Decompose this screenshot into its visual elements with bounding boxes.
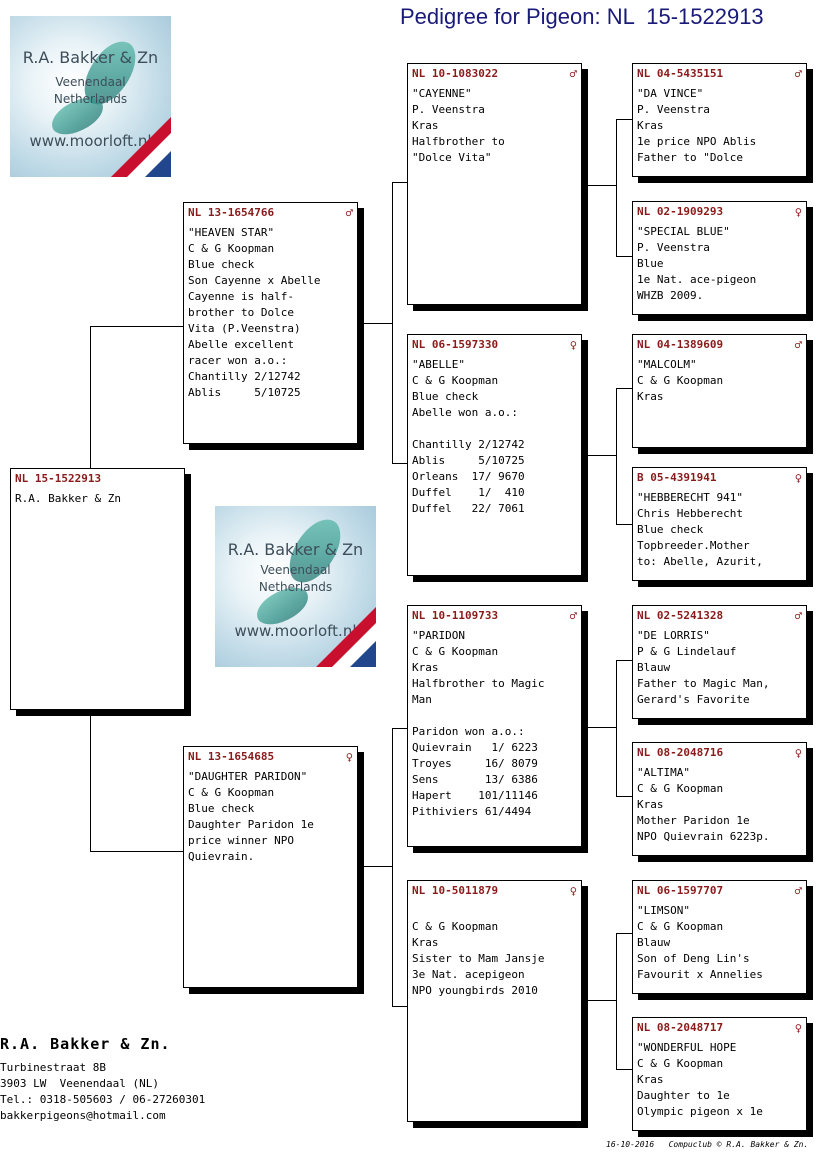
logo-name: R.A. Bakker & Zn <box>227 540 364 559</box>
pigeon-detail-line: Son of Deng Lin's <box>637 952 750 965</box>
pigeon-detail-line: Pithiviers 61/4494 <box>412 805 532 818</box>
pigeon-detail-line: Abelle excellent <box>188 338 294 351</box>
pigeon-detail-line: Quievrain. <box>188 850 255 863</box>
male-icon: ♂ <box>794 67 802 81</box>
pigeon-detail-line: Duffel 1/ 410 <box>412 486 525 499</box>
ring-number: NL 04-1389609 <box>637 338 724 351</box>
pigeon-detail-line: Sens 13/ 6386 <box>412 773 538 786</box>
ring-number: NL 08-2048717 <box>637 1021 724 1034</box>
logo-website: www.moorloft.nl <box>234 622 357 640</box>
female-icon: ♀ <box>794 1021 802 1035</box>
pigeon-detail-line: C & G Koopman <box>412 920 499 933</box>
pigeon-detail-line: C & G Koopman <box>188 786 275 799</box>
pigeon-detail-line: "ALTIMA" <box>637 766 690 779</box>
logo-name: R.A. Bakker & Zn <box>22 48 159 67</box>
logo-country: Netherlands <box>258 580 333 594</box>
ring-number: B 05-4391941 <box>637 471 717 484</box>
pigeon-detail-line: Abelle won a.o.: <box>412 406 518 419</box>
pigeon-detail-line: Kras <box>637 1073 664 1086</box>
pigeon-detail-line: Ablis 5/10725 <box>188 386 301 399</box>
pigeon-detail-line: Sister to Mam Jansje <box>412 952 545 965</box>
female-icon: ♀ <box>794 205 802 219</box>
pigeon-card-sire[interactable] <box>183 202 358 444</box>
female-icon: ♀ <box>569 884 577 898</box>
male-icon: ♂ <box>569 609 577 623</box>
pigeon-card-ggp-3[interactable] <box>632 334 807 448</box>
pigeon-detail-line: Kras <box>412 119 439 132</box>
pigeon-detail-line: 3e Nat. acepigeon <box>412 968 525 981</box>
pigeon-card-dam[interactable] <box>183 746 358 988</box>
pigeon-detail-line: Paridon won a.o.: <box>412 725 525 738</box>
pigeon-detail-line: Daughter to 1e <box>637 1089 730 1102</box>
breeder-phone: Tel.: 0318-505603 / 06-27260301 <box>0 1093 206 1106</box>
pigeon-detail-line: Chantilly 2/12742 <box>412 438 525 451</box>
pigeon-detail-line: Gerard's Favorite <box>637 693 750 706</box>
pigeon-detail-line: "Dolce Vita" <box>412 151 492 164</box>
pigeon-detail-line: WHZB 2009. <box>637 289 704 302</box>
pigeon-detail-line: C & G Koopman <box>637 374 724 387</box>
pigeon-card-dam-dam[interactable] <box>407 880 582 1122</box>
logo-top <box>10 16 171 177</box>
page-title: Pedigree for Pigeon: NL 15-1522913 <box>400 4 764 29</box>
pigeon-detail-line: Olympic pigeon x 1e <box>637 1105 763 1118</box>
pigeon-detail-line: "ABELLE" <box>412 358 465 371</box>
logo-website: www.moorloft.nl <box>29 132 152 150</box>
pigeon-detail-line: Kras <box>412 936 439 949</box>
pigeon-detail-line: P & G Lindelauf <box>637 645 737 658</box>
pigeon-detail-line: Kras <box>637 798 664 811</box>
pigeon-detail-line: Blauw <box>637 936 671 949</box>
pigeon-detail-line: Blauw <box>637 661 671 674</box>
pigeon-detail-line <box>412 708 577 724</box>
ring-number: NL 02-1909293 <box>637 205 724 218</box>
pigeon-detail-line: R.A. Bakker & Zn <box>15 492 121 505</box>
pigeon-detail-line: Troyes 16/ 8079 <box>412 757 538 770</box>
breeder-city: 3903 LW Veenendaal (NL) <box>0 1077 159 1090</box>
ring-number: NL 13-1654685 <box>188 750 275 763</box>
pigeon-detail-line: Halfbrother to Magic <box>412 677 545 690</box>
pigeon-detail-line: P. Veenstra <box>412 103 485 116</box>
pigeon-detail-line: "HEBBERECHT 941" <box>637 491 743 504</box>
pigeon-detail-line: "CAYENNE" <box>412 87 472 100</box>
pigeon-detail-line <box>412 903 577 919</box>
pigeon-detail-line: Kras <box>412 661 439 674</box>
pigeon-detail-line: Orleans 17/ 9670 <box>412 470 525 483</box>
pigeon-card-ggp-7[interactable] <box>632 880 807 994</box>
breeder-name: R.A. Bakker & Zn. <box>0 1035 171 1053</box>
pigeon-detail-line: price winner NPO <box>188 834 294 847</box>
pigeon-detail-line: Daughter Paridon 1e <box>188 818 314 831</box>
ring-number: NL 02-5241328 <box>637 609 724 622</box>
logo-city: Veenendaal <box>55 75 126 89</box>
ring-number: NL 10-1083022 <box>412 67 499 80</box>
pigeon-detail-line: racer won a.o.: <box>188 354 288 367</box>
pigeon-detail-line: P. Veenstra <box>637 103 710 116</box>
pigeon-card-ggp-5[interactable] <box>632 605 807 719</box>
ring-number: NL 04-5435151 <box>637 67 724 80</box>
pigeon-detail-line: Topbreeder.Mother <box>637 539 750 552</box>
ring-number: NL 06-1597707 <box>637 884 724 897</box>
pigeon-detail-line: Quievrain 1/ 6223 <box>412 741 538 754</box>
male-icon: ♂ <box>345 206 353 220</box>
female-icon: ♀ <box>569 338 577 352</box>
pigeon-detail-line <box>412 421 577 437</box>
pigeon-card-ggp-2[interactable] <box>632 201 807 315</box>
pigeon-detail-line: to: Abelle, Azurit, <box>637 555 763 568</box>
male-icon: ♂ <box>794 609 802 623</box>
pigeon-card-ggp-8[interactable] <box>632 1017 807 1131</box>
pigeon-card-ggp-6[interactable] <box>632 742 807 856</box>
logo-city: Veenendaal <box>260 563 331 577</box>
male-icon: ♂ <box>794 884 802 898</box>
pigeon-detail-line: Duffel 22/ 7061 <box>412 502 525 515</box>
pigeon-detail-line: C & G Koopman <box>412 645 499 658</box>
pigeon-detail-line: Kras <box>637 119 664 132</box>
pigeon-detail-line: Vita (P.Veenstra) <box>188 322 301 335</box>
pigeon-detail-line: 1e Nat. ace-pigeon <box>637 273 757 286</box>
ring-number: NL 10-1109733 <box>412 609 499 622</box>
pigeon-detail-line: "MALCOLM" <box>637 358 697 371</box>
pigeon-detail-line: NPO Quievrain 6223p. <box>637 830 770 843</box>
breeder-email[interactable]: bakkerpigeons@hotmail.com <box>0 1109 166 1122</box>
pigeon-detail-line: Ablis 5/10725 <box>412 454 525 467</box>
pigeon-card-dam-sire[interactable] <box>407 605 582 847</box>
female-icon: ♀ <box>345 750 353 764</box>
pigeon-detail-line: C & G Koopman <box>637 782 724 795</box>
ring-number: NL 13-1654766 <box>188 206 275 219</box>
pigeon-detail-line: "HEAVEN STAR" <box>188 226 275 239</box>
pigeon-detail-line: Favourit x Annelies <box>637 968 763 981</box>
pigeon-card-ggp-4[interactable] <box>632 467 807 581</box>
pigeon-detail-line: "SPECIAL BLUE" <box>637 225 730 238</box>
logo-country: Netherlands <box>53 92 128 106</box>
pigeon-detail-line: "DE LORRIS" <box>637 629 710 642</box>
pigeon-detail-line: Halfbrother to <box>412 135 505 148</box>
pigeon-detail-line: brother to Dolce <box>188 306 294 319</box>
ring-number: NL 08-2048716 <box>637 746 724 759</box>
pigeon-detail-line: "WONDERFUL HOPE <box>637 1041 737 1054</box>
pigeon-detail-line: Man <box>412 693 432 706</box>
pigeon-detail-line: Father to "Dolce <box>637 151 743 164</box>
pigeon-detail-line: Blue check <box>412 390 479 403</box>
pigeon-detail-line: C & G Koopman <box>188 242 275 255</box>
pigeon-detail-line: Father to Magic Man, <box>637 677 770 690</box>
pigeon-card-subject[interactable] <box>10 468 185 710</box>
pigeon-detail-line: NPO youngbirds 2010 <box>412 984 538 997</box>
ring-number: NL 06-1597330 <box>412 338 499 351</box>
pigeon-detail-line: Blue check <box>188 258 255 271</box>
pigeon-detail-line: C & G Koopman <box>412 374 499 387</box>
male-icon: ♂ <box>794 338 802 352</box>
pigeon-card-sire-sire[interactable] <box>407 63 582 305</box>
pigeon-detail-line: Hapert 101/11146 <box>412 789 538 802</box>
pigeon-detail-line: "DA VINCE" <box>637 87 704 100</box>
pigeon-detail-line: "LIMSON" <box>637 904 690 917</box>
pigeon-detail-line: Kras <box>637 390 664 403</box>
ring-number: NL 15-1522913 <box>15 472 102 485</box>
pigeon-detail-line: Blue check <box>637 523 704 536</box>
male-icon: ♂ <box>569 67 577 81</box>
breeder-address: Turbinestraat 8B <box>0 1061 106 1074</box>
female-icon: ♀ <box>794 746 802 760</box>
pigeon-detail-line: C & G Koopman <box>637 1057 724 1070</box>
pigeon-detail-line: Chantilly 2/12742 <box>188 370 301 383</box>
pigeon-detail-line: Son Cayenne x Abelle <box>188 274 321 287</box>
pigeon-detail-line: C & G Koopman <box>637 920 724 933</box>
ring-number: NL 10-5011879 <box>412 884 499 897</box>
pigeon-detail-line: P. Veenstra <box>637 241 710 254</box>
pigeon-detail-line: "PARIDON <box>412 629 465 642</box>
pigeon-detail-line: 1e price NPO Ablis <box>637 135 757 148</box>
female-icon: ♀ <box>794 471 802 485</box>
pigeon-card-sire-dam[interactable] <box>407 334 582 576</box>
pigeon-detail-line: Mother Paridon 1e <box>637 814 750 827</box>
pigeon-detail-line: "DAUGHTER PARIDON" <box>188 770 308 783</box>
logo-middle <box>215 506 376 667</box>
pigeon-card-ggp-1[interactable] <box>632 63 807 177</box>
pigeon-detail-line: Chris Hebberecht <box>637 507 743 520</box>
copyright-text: 16-10-2016 Compuclub © R.A. Bakker & Zn. <box>606 1140 809 1149</box>
pigeon-detail-line: Cayenne is half- <box>188 290 294 303</box>
pigeon-detail-line: Blue check <box>188 802 255 815</box>
pigeon-detail-line: Blue <box>637 257 664 270</box>
